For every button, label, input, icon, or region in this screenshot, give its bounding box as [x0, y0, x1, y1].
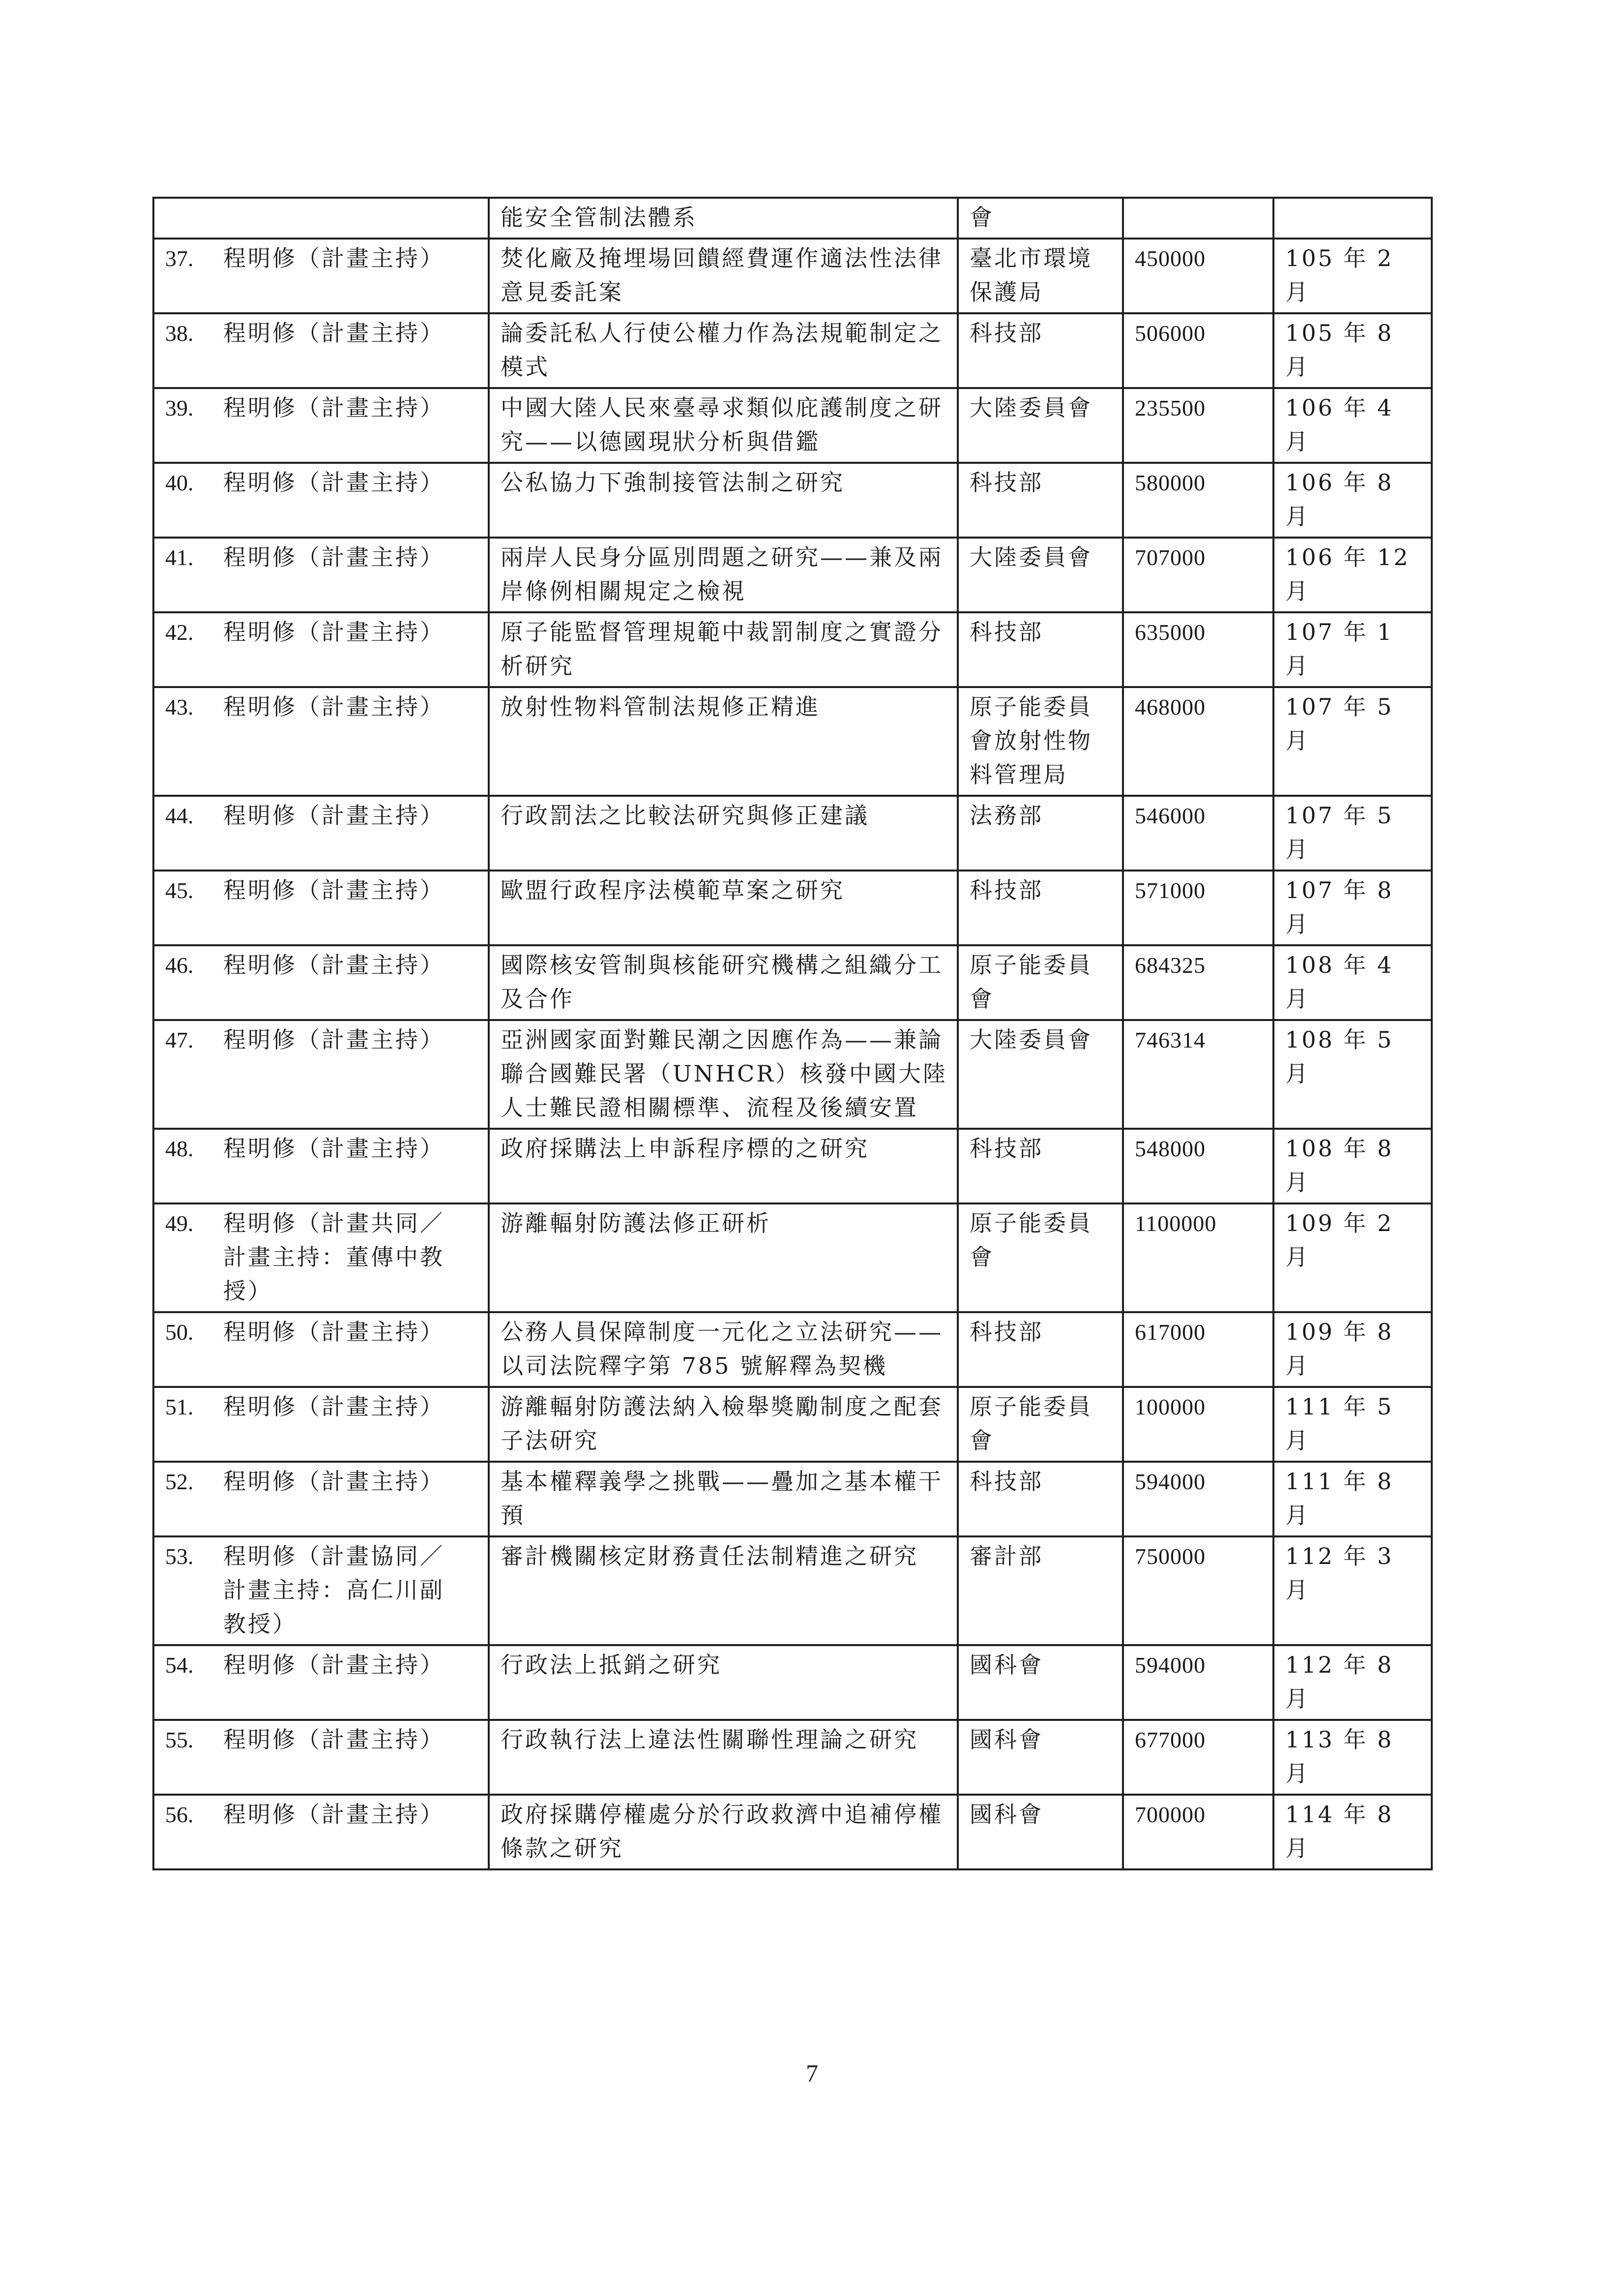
table-row — [153, 313, 1432, 388]
cell-project-title: 歐盟行政程序法模範草案之研究 — [489, 871, 958, 945]
item-number: 54. — [165, 1653, 194, 1678]
table-row — [153, 1203, 1432, 1312]
cell-project-title: 基本權釋義學之挑戰——疊加之基本權干預 — [489, 1462, 958, 1536]
cell-investigator — [153, 388, 489, 463]
cell-date: 112 年 3 月 — [1273, 1536, 1432, 1645]
cell-project-title: 焚化廠及掩埋場回饋經費運作適法性法律意見委託案 — [489, 239, 958, 313]
cell-date: 109 年 8 月 — [1273, 1312, 1432, 1387]
cell-amount: 707000 — [1123, 538, 1273, 612]
principal-investigator: 程明修（計畫主持） — [223, 1468, 444, 1495]
cell-investigator — [153, 1536, 489, 1645]
cell-date — [1273, 198, 1432, 239]
cell-date: 114 年 8 月 — [1273, 1795, 1432, 1869]
cell-amount: 594000 — [1123, 1645, 1273, 1720]
table-row — [153, 796, 1432, 871]
cell-project-title: 公私協力下強制接管法制之研究 — [489, 463, 958, 538]
cell-investigator — [153, 1462, 489, 1536]
cell-funding-agency: 科技部 — [958, 1312, 1123, 1387]
cell-date: 108 年 4 月 — [1273, 945, 1432, 1020]
cell-funding-agency: 科技部 — [958, 463, 1123, 538]
table-row — [153, 463, 1432, 538]
principal-investigator: 程明修（計畫主持） — [223, 952, 444, 978]
table-row — [153, 1720, 1432, 1795]
item-number: 40. — [165, 470, 194, 495]
principal-investigator: 程明修（計畫主持） — [223, 1801, 444, 1828]
cell-date: 106 年 4 月 — [1273, 388, 1432, 463]
cell-investigator — [153, 1720, 489, 1795]
item-number: 41. — [165, 545, 194, 570]
item-number: 52. — [165, 1469, 194, 1494]
cell-investigator — [153, 538, 489, 612]
cell-amount: 546000 — [1123, 796, 1273, 871]
item-number: 50. — [165, 1320, 194, 1345]
item-number: 49. — [165, 1211, 194, 1236]
cell-investigator — [153, 796, 489, 871]
item-number: 46. — [165, 953, 194, 978]
cell-project-title: 放射性物料管制法規修正精進 — [489, 687, 958, 796]
table-row — [153, 388, 1432, 463]
cell-funding-agency: 科技部 — [958, 612, 1123, 687]
cell-date: 112 年 8 月 — [1273, 1645, 1432, 1720]
table-row — [153, 1536, 1432, 1645]
cell-funding-agency: 大陸委員會 — [958, 538, 1123, 612]
item-number: 55. — [165, 1727, 194, 1752]
table-row — [153, 1387, 1432, 1462]
cell-date: 108 年 8 月 — [1273, 1129, 1432, 1203]
cell-project-title: 審計機關核定財務責任法制精進之研究 — [489, 1536, 958, 1645]
cell-date: 113 年 8 月 — [1273, 1720, 1432, 1795]
cell-funding-agency: 國科會 — [958, 1645, 1123, 1720]
cell-project-title: 行政罰法之比較法研究與修正建議 — [489, 796, 958, 871]
cell-project-title: 公務人員保障制度一元化之立法研究——以司法院釋字第 785 號解釋為契機 — [489, 1312, 958, 1387]
item-number: 38. — [165, 321, 194, 346]
principal-investigator: 程明修（計畫主持） — [223, 877, 444, 903]
cell-amount: 1100000 — [1123, 1203, 1273, 1312]
principal-investigator: 程明修（計畫主持） — [223, 245, 444, 271]
cell-funding-agency: 審計部 — [958, 1536, 1123, 1645]
cell-project-title: 游離輻射防護法修正研析 — [489, 1203, 958, 1312]
page-number: 7 — [806, 2059, 818, 2087]
cell-amount: 235500 — [1123, 388, 1273, 463]
cell-funding-agency: 原子能委員會 — [958, 1203, 1123, 1312]
cell-date: 105 年 8 月 — [1273, 313, 1432, 388]
cell-funding-agency: 國科會 — [958, 1795, 1123, 1869]
item-number: 53. — [165, 1544, 194, 1569]
item-number: 37. — [165, 246, 194, 271]
cell-investigator — [153, 239, 489, 313]
principal-investigator: 程明修（計畫主持） — [223, 544, 444, 571]
cell-funding-agency: 原子能委員會 — [958, 1387, 1123, 1462]
item-number: 39. — [165, 395, 194, 421]
cell-project-title: 亞洲國家面對難民潮之因應作為——兼論聯合國難民署（UNHCR）核發中國大陸人士難民證相關標準、流程及後續安置 — [489, 1020, 958, 1129]
cell-amount: 571000 — [1123, 871, 1273, 945]
cell-funding-agency: 科技部 — [958, 1129, 1123, 1203]
cell-date: 107 年 8 月 — [1273, 871, 1432, 945]
cell-investigator — [153, 1129, 489, 1203]
cell-investigator — [153, 687, 489, 796]
cell-investigator — [153, 1645, 489, 1720]
cell-date: 107 年 5 月 — [1273, 796, 1432, 871]
cell-amount: 100000 — [1123, 1387, 1273, 1462]
principal-investigator: 程明修（計畫主持） — [223, 619, 444, 645]
cell-project-title: 行政執行法上違法性關聯性理論之研究 — [489, 1720, 958, 1795]
table-row — [153, 198, 1432, 239]
cell-date: 111 年 8 月 — [1273, 1462, 1432, 1536]
table-row — [153, 871, 1432, 945]
cell-project-title: 游離輻射防護法納入檢舉獎勵制度之配套子法研究 — [489, 1387, 958, 1462]
table-row — [153, 1020, 1432, 1129]
cell-investigator — [153, 1387, 489, 1462]
cell-amount: 617000 — [1123, 1312, 1273, 1387]
cell-project-title: 論委託私人行使公權力作為法規範制定之模式 — [489, 313, 958, 388]
research-projects-table — [152, 197, 1433, 1870]
cell-investigator — [153, 612, 489, 687]
cell-amount: 684325 — [1123, 945, 1273, 1020]
cell-date: 106 年 8 月 — [1273, 463, 1432, 538]
table-row — [153, 1129, 1432, 1203]
table-body — [153, 198, 1432, 1869]
cell-project-title: 國際核安管制與核能研究機構之組織分工及合作 — [489, 945, 958, 1020]
principal-investigator: 程明修（計畫主持） — [223, 1393, 444, 1420]
cell-amount: 677000 — [1123, 1720, 1273, 1795]
item-number: 43. — [165, 694, 194, 720]
item-number: 51. — [165, 1394, 194, 1419]
cell-funding-agency: 科技部 — [958, 313, 1123, 388]
cell-project-title: 中國大陸人民來臺尋求類似庇護制度之研究——以德國現狀分析與借鑑 — [489, 388, 958, 463]
cell-funding-agency: 原子能委員會放射性物料管理局 — [958, 687, 1123, 796]
item-number: 56. — [165, 1802, 194, 1827]
cell-amount: 450000 — [1123, 239, 1273, 313]
table-row — [153, 1795, 1432, 1869]
cell-investigator — [153, 1795, 489, 1869]
cell-project-title: 能安全管制法體系 — [489, 198, 958, 239]
cell-funding-agency: 大陸委員會 — [958, 388, 1123, 463]
cell-date: 109 年 2 月 — [1273, 1203, 1432, 1312]
cell-investigator — [153, 1312, 489, 1387]
cell-funding-agency: 原子能委員會 — [958, 945, 1123, 1020]
cell-date: 108 年 5 月 — [1273, 1020, 1432, 1129]
cell-funding-agency: 科技部 — [958, 871, 1123, 945]
cell-funding-agency: 臺北市環境保護局 — [958, 239, 1123, 313]
cell-amount: 468000 — [1123, 687, 1273, 796]
cell-date: 107 年 5 月 — [1273, 687, 1432, 796]
table-row — [153, 1312, 1432, 1387]
cell-funding-agency: 科技部 — [958, 1462, 1123, 1536]
cell-date: 107 年 1 月 — [1273, 612, 1432, 687]
cell-investigator — [153, 198, 489, 239]
item-number: 47. — [165, 1027, 194, 1052]
cell-project-title: 兩岸人民身分區別問題之研究——兼及兩岸條例相關規定之檢視 — [489, 538, 958, 612]
principal-investigator: 程明修（計畫主持） — [223, 1026, 444, 1053]
principal-investigator: 程明修（計畫主持） — [223, 320, 444, 346]
cell-amount: 746314 — [1123, 1020, 1273, 1129]
table-row — [153, 538, 1432, 612]
item-number: 45. — [165, 878, 194, 903]
cell-amount: 548000 — [1123, 1129, 1273, 1203]
principal-investigator: 程明修（計畫共同／計畫主持：董傳中教授） — [223, 1210, 444, 1304]
principal-investigator: 程明修（計畫協同／計畫主持：高仁川副教授） — [223, 1543, 444, 1637]
principal-investigator: 程明修（計畫主持） — [223, 469, 444, 496]
item-number: 44. — [165, 803, 194, 828]
cell-date: 105 年 2 月 — [1273, 239, 1432, 313]
table-row — [153, 1462, 1432, 1536]
cell-funding-agency: 國科會 — [958, 1720, 1123, 1795]
table-row — [153, 945, 1432, 1020]
principal-investigator: 程明修（計畫主持） — [223, 1135, 444, 1162]
cell-investigator — [153, 871, 489, 945]
table-row — [153, 239, 1432, 313]
cell-amount: 750000 — [1123, 1536, 1273, 1645]
table-row — [153, 687, 1432, 796]
cell-funding-agency: 會 — [958, 198, 1123, 239]
principal-investigator: 程明修（計畫主持） — [223, 693, 444, 720]
cell-project-title: 原子能監督管理規範中裁罰制度之實證分析研究 — [489, 612, 958, 687]
principal-investigator: 程明修（計畫主持） — [223, 802, 444, 829]
cell-funding-agency: 大陸委員會 — [958, 1020, 1123, 1129]
principal-investigator: 程明修（計畫主持） — [223, 1319, 444, 1345]
cell-investigator — [153, 1020, 489, 1129]
principal-investigator: 程明修（計畫主持） — [223, 1652, 444, 1678]
cell-amount — [1123, 198, 1273, 239]
cell-funding-agency: 法務部 — [958, 796, 1123, 871]
cell-date: 111 年 5 月 — [1273, 1387, 1432, 1462]
item-number: 42. — [165, 620, 194, 645]
principal-investigator: 程明修（計畫主持） — [223, 1726, 444, 1753]
item-number: 48. — [165, 1136, 194, 1161]
principal-investigator: 程明修（計畫主持） — [223, 394, 444, 421]
cell-amount: 594000 — [1123, 1462, 1273, 1536]
cell-investigator — [153, 463, 489, 538]
table-row — [153, 1645, 1432, 1720]
cell-date: 106 年 12 月 — [1273, 538, 1432, 612]
cell-amount: 580000 — [1123, 463, 1273, 538]
cell-amount: 700000 — [1123, 1795, 1273, 1869]
cell-amount: 506000 — [1123, 313, 1273, 388]
cell-project-title: 政府採購法上申訴程序標的之研究 — [489, 1129, 958, 1203]
table-row — [153, 612, 1432, 687]
cell-investigator — [153, 945, 489, 1020]
cell-project-title: 行政法上抵銷之研究 — [489, 1645, 958, 1720]
cell-investigator — [153, 1203, 489, 1312]
cell-amount: 635000 — [1123, 612, 1273, 687]
cell-project-title: 政府採購停權處分於行政救濟中追補停權條款之研究 — [489, 1795, 958, 1869]
cell-investigator — [153, 313, 489, 388]
